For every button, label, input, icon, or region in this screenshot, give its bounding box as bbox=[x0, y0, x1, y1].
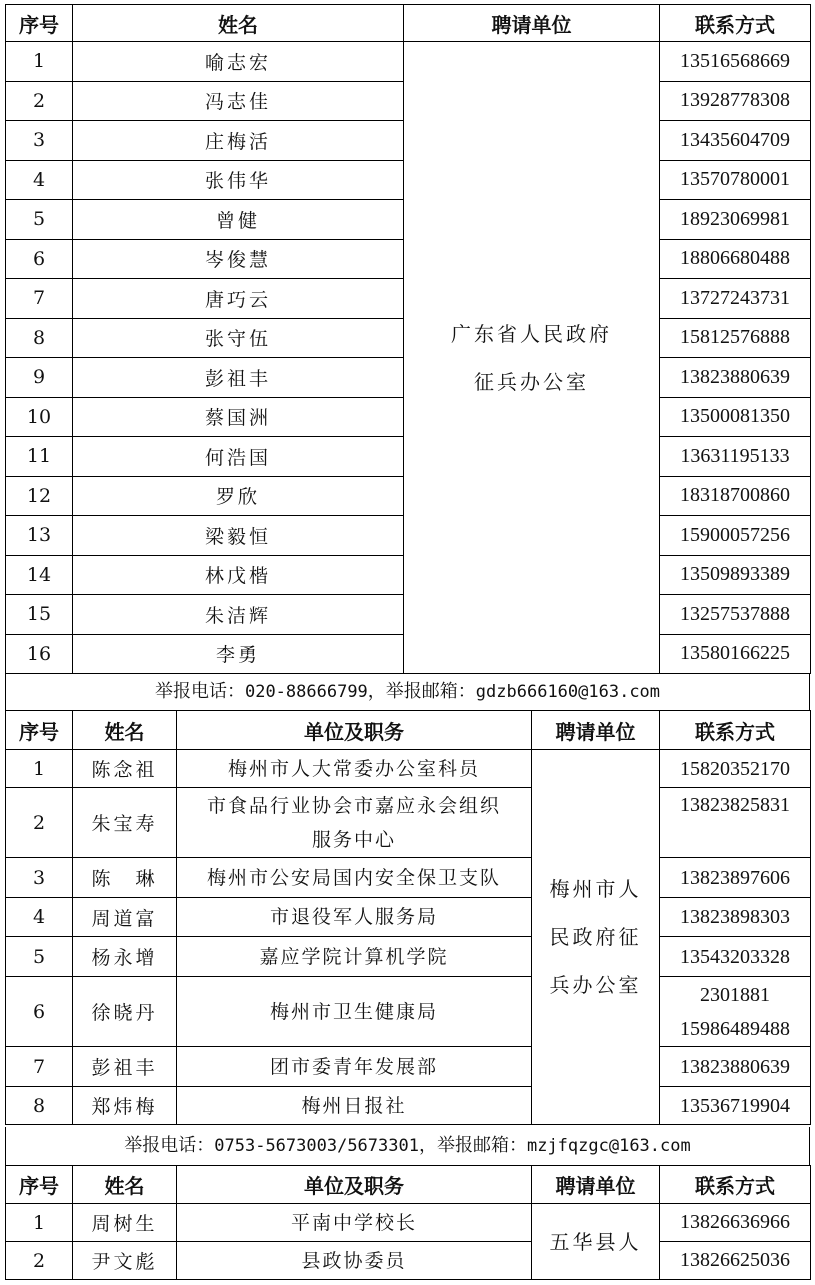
contact-phone: 18806680488 bbox=[660, 239, 811, 279]
person-name: 周道富 bbox=[73, 898, 177, 937]
position bbox=[177, 788, 532, 858]
contact-phone-line: 15986489488 bbox=[680, 1017, 790, 1040]
header-name: 姓名 bbox=[73, 1166, 177, 1204]
contact-phone bbox=[660, 750, 811, 788]
report-notice-provincial bbox=[5, 673, 810, 711]
person-name: 徐晓丹 bbox=[73, 977, 177, 1047]
row-number: 6 bbox=[6, 239, 73, 279]
person-name: 彭祖丰 bbox=[73, 358, 404, 398]
contact-phone bbox=[660, 977, 811, 1047]
notice-label: ，举报邮箱： bbox=[418, 1135, 527, 1156]
report-notice-meizhou bbox=[5, 1127, 810, 1165]
contact-phone-line: 13823880639 bbox=[680, 1055, 790, 1078]
person-name: 杨永增 bbox=[73, 937, 177, 977]
row-number: 1 bbox=[6, 42, 73, 82]
recruit-table-provincial bbox=[5, 4, 811, 674]
person-name: 冯志佳 bbox=[73, 81, 404, 121]
position bbox=[177, 1047, 532, 1087]
row-number: 5 bbox=[6, 937, 73, 977]
contact-phone: 13516568669 bbox=[660, 42, 811, 82]
hiring-unit: 五华县人 bbox=[532, 1204, 660, 1280]
contact-phone-line: 15820352170 bbox=[680, 757, 790, 780]
person-name: 彭祖丰 bbox=[73, 1047, 177, 1087]
header-no: 序号 bbox=[6, 1166, 73, 1204]
person-name: 朱洁辉 bbox=[73, 595, 404, 635]
person-name: 庄梅活 bbox=[73, 121, 404, 161]
contact-phone bbox=[660, 1087, 811, 1125]
table-row bbox=[6, 788, 811, 858]
contact-phone-line: 13823897606 bbox=[680, 866, 790, 889]
contact-phone bbox=[660, 937, 811, 977]
person-name: 喻志宏 bbox=[73, 42, 404, 82]
row-number: 11 bbox=[6, 437, 73, 477]
row-number: 10 bbox=[6, 397, 73, 437]
hiring-unit-line: 广东省人民政府 bbox=[451, 321, 612, 346]
contact-phone-line: 2301881 bbox=[700, 983, 770, 1006]
row-number: 1 bbox=[6, 1204, 73, 1242]
position: 县政协委员 bbox=[177, 1242, 532, 1280]
row-number: 15 bbox=[6, 595, 73, 635]
table-row bbox=[6, 42, 811, 82]
hiring-unit bbox=[532, 750, 660, 1125]
contact-phone: 13500081350 bbox=[660, 397, 811, 437]
position-line: 梅州市卫生健康局 bbox=[269, 1000, 438, 1023]
report-email: mzjfqzgc@163.com bbox=[526, 1136, 691, 1156]
table-row bbox=[6, 1047, 811, 1087]
row-number: 4 bbox=[6, 898, 73, 937]
contact-phone-line: 13536719904 bbox=[680, 1094, 790, 1117]
report-phone: 020-88666799 bbox=[244, 682, 368, 702]
contact-phone: 13823880639 bbox=[660, 358, 811, 398]
position bbox=[177, 1087, 532, 1125]
contact-phone-line: 13823898303 bbox=[680, 906, 790, 928]
person-name: 陈念祖 bbox=[73, 750, 177, 788]
person-name: 张守伍 bbox=[73, 318, 404, 358]
position-line: 梅州市公安局国内安全保卫支队 bbox=[206, 866, 501, 889]
row-number: 1 bbox=[6, 750, 73, 788]
header-dept: 单位及职务 bbox=[177, 711, 532, 750]
table-row bbox=[6, 1242, 811, 1280]
person-name: 尹文彪 bbox=[73, 1242, 177, 1280]
person-name: 郑炜梅 bbox=[73, 1087, 177, 1125]
row-number: 2 bbox=[6, 1242, 73, 1280]
row-number: 3 bbox=[6, 121, 73, 161]
header-contact: 联系方式 bbox=[660, 711, 811, 750]
person-name: 张伟华 bbox=[73, 160, 404, 200]
recruit-table-meizhou bbox=[5, 710, 811, 1125]
header-dept: 单位及职务 bbox=[177, 1166, 532, 1204]
header-unit: 聘请单位 bbox=[532, 1166, 660, 1204]
row-number: 7 bbox=[6, 279, 73, 319]
position-line: 嘉应学院计算机学院 bbox=[259, 945, 449, 968]
row-number: 7 bbox=[6, 1047, 73, 1087]
position-line: 梅州市人大常委办公室科员 bbox=[227, 757, 480, 780]
position-line: 梅州日报社 bbox=[301, 1094, 407, 1117]
header-name: 姓名 bbox=[73, 711, 177, 750]
contact-phone: 13928778308 bbox=[660, 81, 811, 121]
hiring-unit-line: 兵办公室 bbox=[549, 973, 642, 997]
contact-phone bbox=[660, 1047, 811, 1087]
person-name: 陈 琳 bbox=[73, 858, 177, 898]
report-email: gdzb666160@163.com bbox=[475, 682, 661, 702]
row-number: 8 bbox=[6, 1087, 73, 1125]
header-unit: 聘请单位 bbox=[532, 711, 660, 750]
table-row bbox=[6, 858, 811, 898]
header-no: 序号 bbox=[6, 711, 73, 750]
row-number: 12 bbox=[6, 476, 73, 516]
header-contact: 联系方式 bbox=[660, 1166, 811, 1204]
header-contact: 联系方式 bbox=[660, 5, 811, 42]
contact-phone bbox=[660, 858, 811, 898]
person-name: 曾健 bbox=[73, 200, 404, 240]
row-number: 3 bbox=[6, 858, 73, 898]
contact-phone-line: 13823825831 bbox=[680, 794, 790, 816]
contact-phone: 13826625036 bbox=[660, 1242, 811, 1280]
position-line: 服务中心 bbox=[311, 828, 396, 851]
contact-phone: 13509893389 bbox=[660, 555, 811, 595]
person-name: 李勇 bbox=[73, 634, 404, 674]
row-number: 16 bbox=[6, 634, 73, 674]
person-name: 林戊楷 bbox=[73, 555, 404, 595]
person-name: 岑俊慧 bbox=[73, 239, 404, 279]
table-row bbox=[6, 750, 811, 788]
contact-phone: 13257537888 bbox=[660, 595, 811, 635]
contact-phone: 13580166225 bbox=[660, 634, 811, 674]
table-row bbox=[6, 898, 811, 937]
person-name: 唐巧云 bbox=[73, 279, 404, 319]
contact-phone: 15812576888 bbox=[660, 318, 811, 358]
notice-label: 举报电话： bbox=[154, 681, 245, 702]
row-number: 9 bbox=[6, 358, 73, 398]
row-number: 6 bbox=[6, 977, 73, 1047]
person-name: 朱宝寿 bbox=[73, 788, 177, 858]
contact-phone: 18923069981 bbox=[660, 200, 811, 240]
hiring-unit-line: 征兵办公室 bbox=[474, 369, 589, 394]
notice-label: ，举报邮箱： bbox=[367, 681, 476, 702]
position-line: 市食品行业协会市嘉应永会组织 bbox=[206, 794, 501, 817]
contact-phone: 13727243731 bbox=[660, 279, 811, 319]
person-name: 周树生 bbox=[73, 1204, 177, 1242]
contact-phone-line: 13543203328 bbox=[680, 945, 790, 968]
position bbox=[177, 977, 532, 1047]
contact-phone: 13631195133 bbox=[660, 437, 811, 477]
header-name: 姓名 bbox=[73, 5, 404, 42]
table-row bbox=[6, 1087, 811, 1125]
person-name: 罗欣 bbox=[73, 476, 404, 516]
contact-phone: 13570780001 bbox=[660, 160, 811, 200]
notice-label: 举报电话： bbox=[124, 1135, 215, 1156]
person-name: 何浩国 bbox=[73, 437, 404, 477]
person-name: 梁毅恒 bbox=[73, 516, 404, 556]
position bbox=[177, 858, 532, 898]
header-unit: 聘请单位 bbox=[404, 5, 660, 42]
hiring-unit-line: 梅州市人 bbox=[549, 877, 642, 901]
row-number: 13 bbox=[6, 516, 73, 556]
position bbox=[177, 937, 532, 977]
recruit-table-wuhua bbox=[5, 1165, 811, 1280]
contact-phone: 13826636966 bbox=[660, 1204, 811, 1242]
table-row bbox=[6, 1204, 811, 1242]
hiring-unit bbox=[404, 42, 660, 674]
person-name: 蔡国洲 bbox=[73, 397, 404, 437]
position bbox=[177, 898, 532, 937]
row-number: 14 bbox=[6, 555, 73, 595]
position bbox=[177, 750, 532, 788]
row-number: 4 bbox=[6, 160, 73, 200]
position-line: 市退役军人服务局 bbox=[269, 906, 438, 928]
row-number: 5 bbox=[6, 200, 73, 240]
contact-phone: 13435604709 bbox=[660, 121, 811, 161]
hiring-unit-line: 民政府征 bbox=[549, 925, 642, 949]
table-row bbox=[6, 937, 811, 977]
contact-phone bbox=[660, 898, 811, 937]
row-number: 8 bbox=[6, 318, 73, 358]
contact-phone bbox=[660, 788, 811, 858]
contact-phone: 15900057256 bbox=[660, 516, 811, 556]
table-row bbox=[6, 977, 811, 1047]
position: 平南中学校长 bbox=[177, 1204, 532, 1242]
row-number: 2 bbox=[6, 81, 73, 121]
header-no: 序号 bbox=[6, 5, 73, 42]
row-number: 2 bbox=[6, 788, 73, 858]
report-phone: 0753-5673003/5673301 bbox=[214, 1136, 419, 1156]
contact-phone: 18318700860 bbox=[660, 476, 811, 516]
position-line: 团市委青年发展部 bbox=[269, 1055, 438, 1078]
